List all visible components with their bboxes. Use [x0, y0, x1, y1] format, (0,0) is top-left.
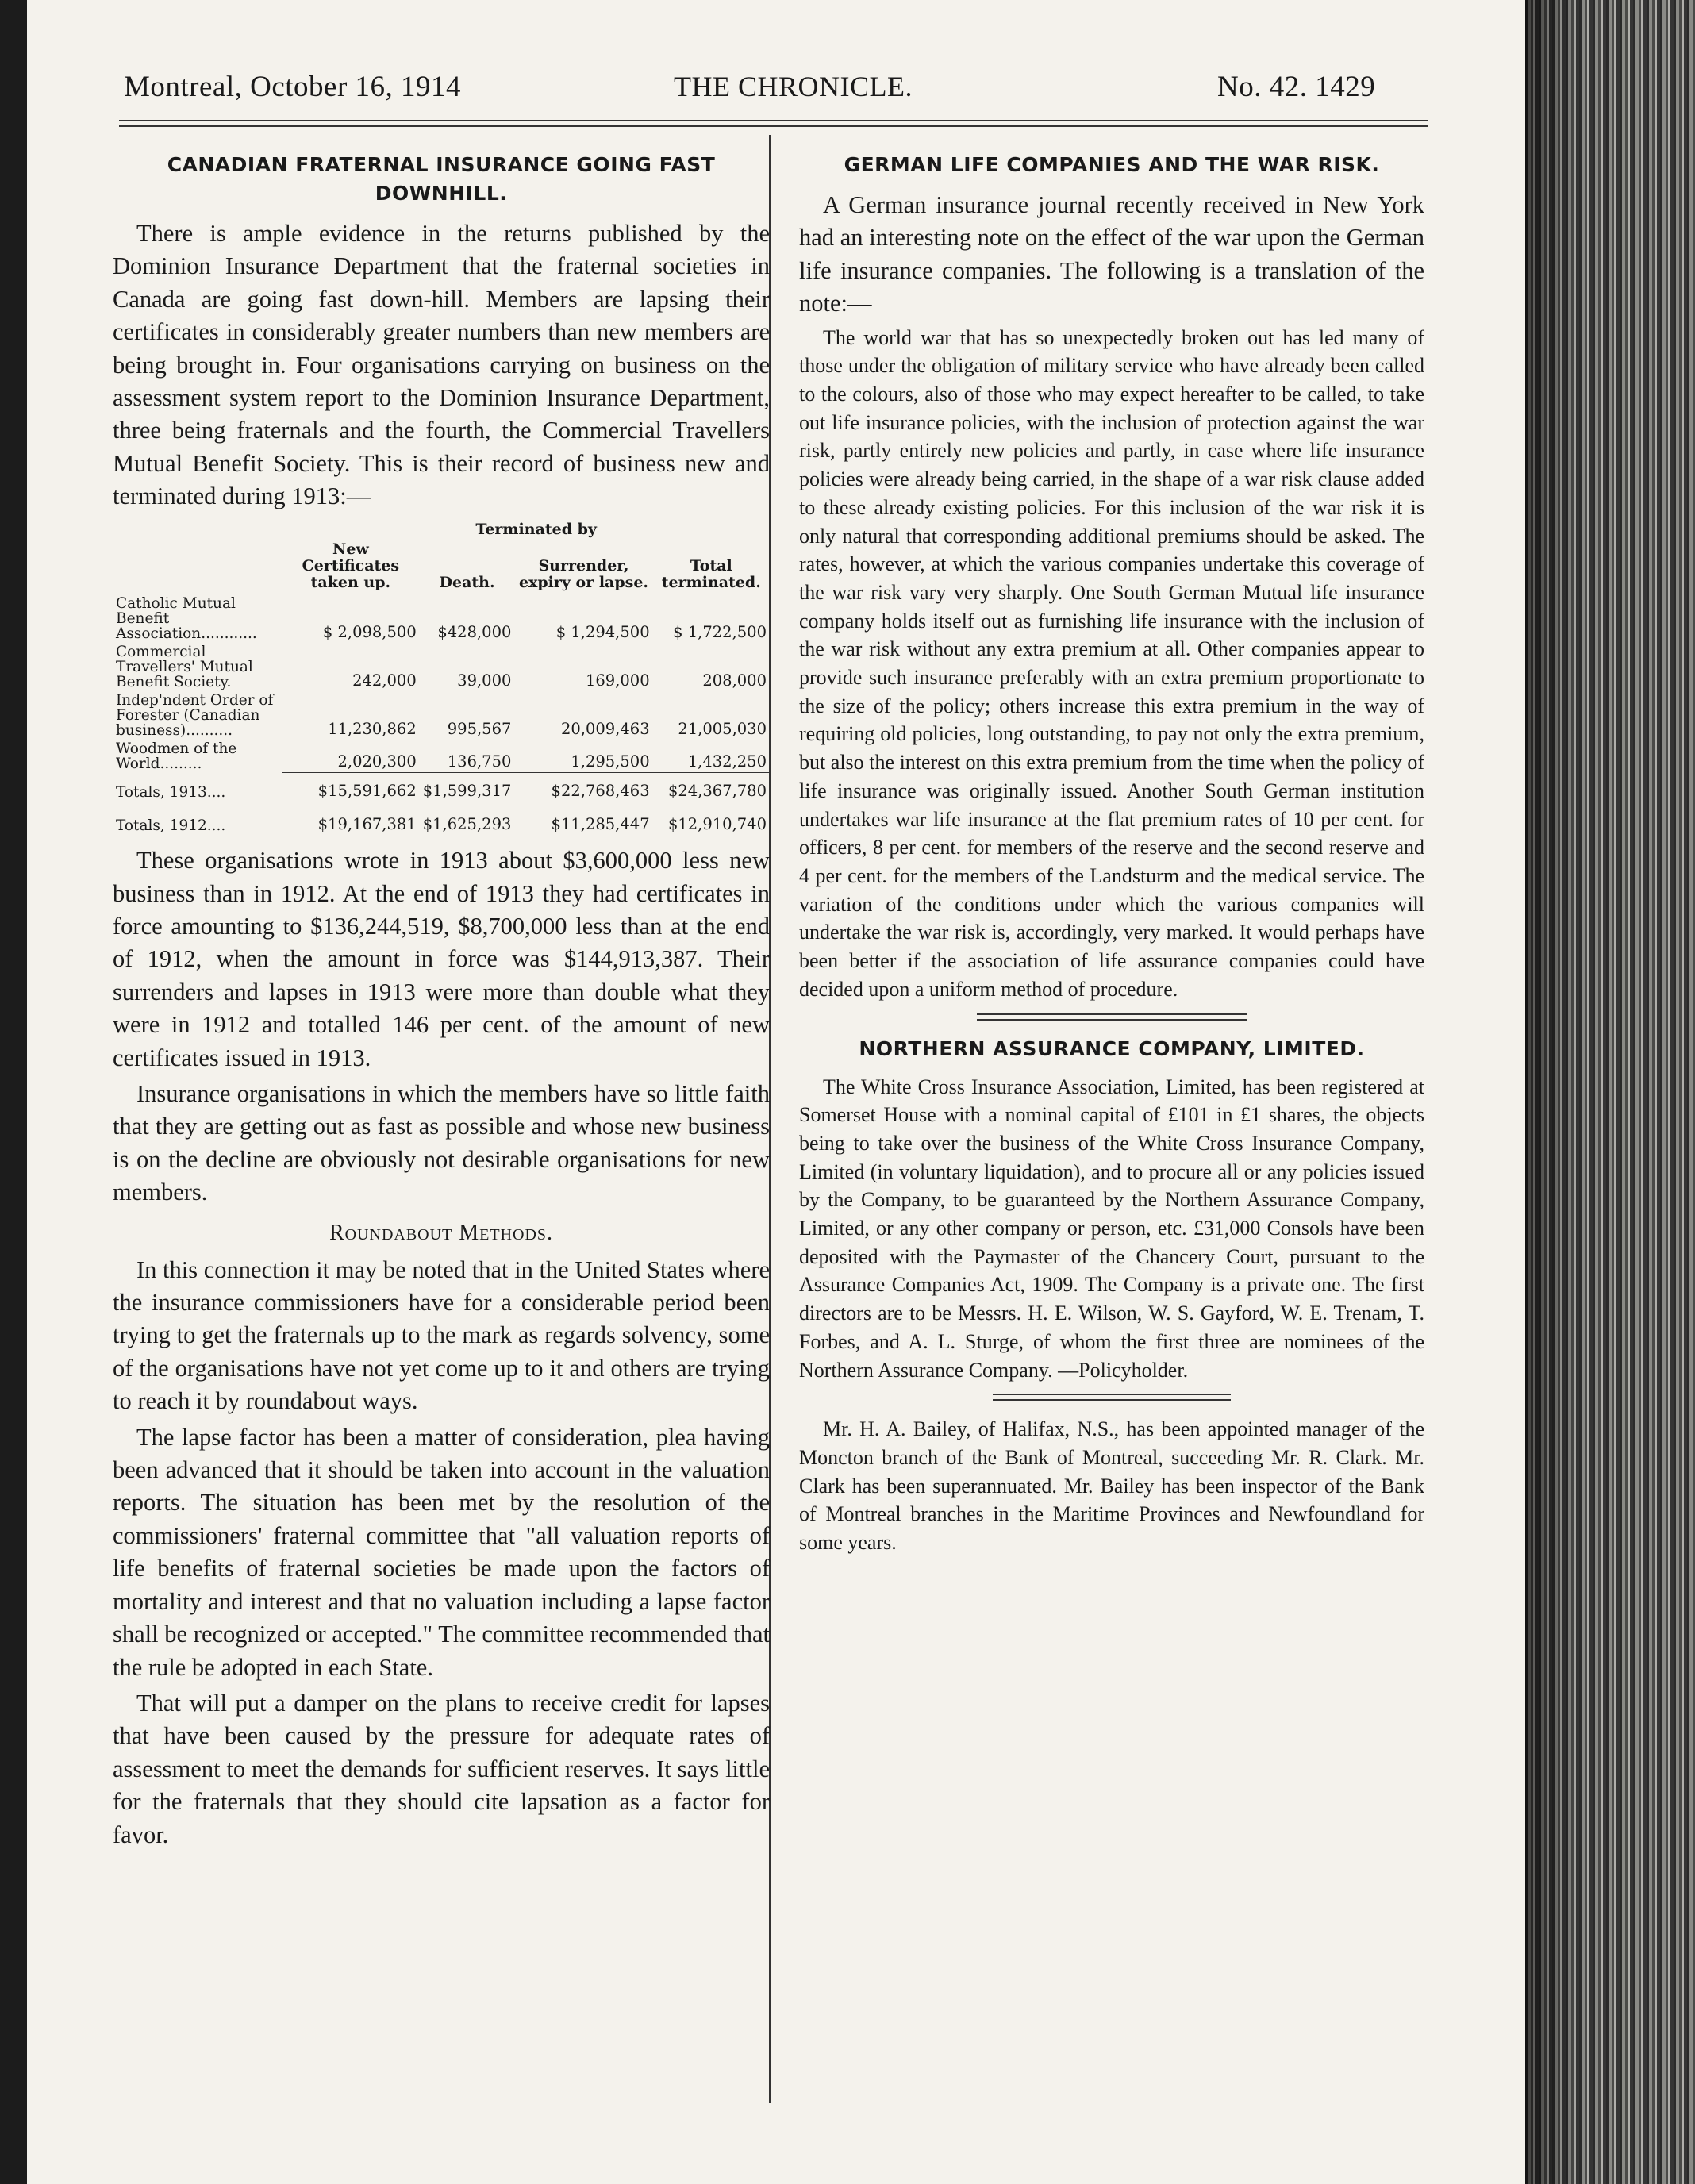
table-cell: 11,230,862 — [328, 719, 417, 738]
article-paragraph: In this connection it may be noted that in the United States where the insurance commissioners have for a considerable period been trying to get the fraternals up to the mark as regards solvency, some of the organisations have not yet come up to it and others are trying to reach it by roundabout ways. — [113, 1255, 770, 1415]
article-paragraph: Mr. H. A. Bailey, of Halifax, N.S., has been appointed manager of the Moncton branch of the Bank of Montreal, succeeding Mr. R. Clark. Mr. Clark has been superannuated. Mr. Bailey has been inspector of the Bank of Montreal branches in the Maritime Provinces and Newfoundland for some years. — [799, 1417, 1424, 1555]
article-paragraph: That will put a damper on the plans to receive credit for lapses that have been caused by the pressure for adequate rates of assessment to meet the demands for sufficient reserves. It says little for the fraternals that they should cite lapsation as a factor for favor. — [113, 1689, 770, 1848]
table-row-org: Commercial Travellers' Mutual Benefit Society. — [116, 643, 253, 690]
table-cell: $1,625,293 — [422, 815, 512, 834]
table-row — [113, 691, 770, 740]
header-rule-top — [119, 120, 1428, 121]
table-cell: 995,567 — [447, 719, 512, 738]
article-heading-fraternal: CANADIAN FRATERNAL INSURANCE GOING FAST DOWNHILL. — [167, 153, 716, 205]
table-cell: $24,367,780 — [667, 782, 767, 801]
table-row — [113, 740, 770, 773]
table-total-row — [113, 773, 770, 807]
table-group-header: Terminated by — [475, 520, 597, 538]
header-page-number: No. 42. 1429 — [1217, 71, 1376, 103]
section-divider — [993, 1394, 1231, 1401]
table-cell: 21,005,030 — [678, 719, 767, 738]
newspaper-page — [27, 0, 1525, 2184]
table-cell: $11,285,447 — [551, 815, 650, 834]
table-cell: $1,599,317 — [422, 782, 512, 801]
table-total-label: Totals, 1912.... — [116, 817, 226, 835]
table-column-header: Surrender, expiry or lapse. — [518, 556, 649, 591]
table-cell: $15,591,662 — [317, 782, 417, 801]
table-cell: 136,750 — [420, 740, 515, 773]
article-paragraph: Insurance organisations in which the members have so little faith that they are getting out as fast as possible and whose new business is on the decline are obviously not desirable organisations for new members. — [113, 1080, 770, 1206]
table-column-header: Death. — [439, 573, 495, 591]
article-paragraph: There is ample evidence in the returns published by the Dominion Insurance Department that the fraternal societies in Canada are going fast down-hill. Members are lapsing their certificates in considerably greater numbers than new members are being brought in. Four organisations carrying on business on the assessment system report to the Dominion Insurance Department, three being fraternals and the fourth, the Commercial Travellers Mutual Benefit Society. This is their record of business new and terminated during 1913:— — [113, 220, 770, 510]
table-cell: 208,000 — [702, 671, 767, 690]
article-paragraph: The lapse factor has been a matter of consideration, plea having been advanced that it should be taken into account in the valuation reports. The situation has been met by the resolution of the commissioners' fraternal committee that "all valuation reports of life benefits of fraternal societies be made upon the factors of mortality and interest and that no valuation including a lapse factor shall be recognized or accepted." The committee recommended that the rule be adopted in each State. — [113, 1423, 770, 1681]
left-column — [113, 151, 770, 1855]
article-paragraph: A German insurance journal recently received in New York had an interesting note on the effect of the war upon the German life insurance companies. The following is a translation of the note:— — [799, 191, 1424, 317]
book-page-edges — [1525, 0, 1695, 2184]
right-column — [769, 151, 1424, 1560]
article-paragraph: The world war that has so unexpectedly broken out has led many of those under the obligation of military service who have already been called to the colours, also of those who may expect hereafter to be called, to take out life insurance policies, with the inclusion of protection against the war risk, partly entirely new policies and partly, in case where life insurance policies were already being carried, in the shape of a war risk clause added to these already existing policies. For this inclusion of the war risk it is only natural that corresponding additional premiums should be asked. The rates, however, at which the various companies undertake this coverage of the war risk vary very sharply. One South German Mutual life insurance company holds itself out as furnishing life insurance with the inclusion of the war risk without any extra premium at all. Other companies appear to provide such insurance preferably with an extra premium proportionate to the size of the policy; others increase this extra premium in the way of requiring old policies, long outstanding, to pay not only the extra premium, but also the interest on this extra premium from the time when the policy of life insurance was originally issued. Another South German institution undertakes war life insurance at the flat premium rates of 10 per cent. for officers, 8 per cent. for members of the reserve and the second reserve and 4 per cent. for the members of the Landsturm and the medical service. The variation of the conditions under which the various companies will undertake the war risk is, accordingly, very marked. It would perhaps have been better if the association of life assurance companies could have decided upon a uniform method of procedure. — [799, 325, 1424, 1001]
table-cell: 1,295,500 — [514, 740, 652, 773]
table-total-row — [113, 806, 770, 840]
table-row-org: Indep'ndent Order of Forester (Canadian business).......... — [116, 691, 274, 739]
header-date: Montreal, October 16, 1914 — [124, 71, 462, 103]
table-column-header: New Certificates taken up. — [302, 540, 400, 591]
table-cell: 39,000 — [457, 671, 512, 690]
insurance-table — [113, 521, 770, 840]
table-column-header: Total terminated. — [661, 556, 761, 591]
table-cell: 169,000 — [585, 671, 650, 690]
table-cell: $ 2,098,500 — [322, 622, 417, 641]
article-paragraph: The White Cross Insurance Association, Limited, has been registered at Somerset House with a nominal capital of £101 in £1 shares, the objects being to take over the business of the White Cross Insurance Company, Limited (in voluntary liquidation), and to procure all or any policies issued by the Company, to be guaranteed by the Northern Assurance Company, Limited, or any other company or person, etc. £31,000 Consols have been deposited with the Paymaster of the Chancery Court, pursuant to the Assurance Companies Act, 1909. The Company is a private one. The first directors are to be Messrs. H. E. Wilson, W. S. Gayford, W. E. Trenam, T. Forbes, and A. L. Sturge, of whom the first three are nominees of the Northern Assurance Company. —Policyholder. — [799, 1075, 1424, 1382]
table-row — [113, 594, 770, 643]
article-heading-northern: NORTHERN ASSURANCE COMPANY, LIMITED. — [859, 1036, 1365, 1060]
table-total-label: Totals, 1913.... — [116, 784, 226, 802]
table-row-org: Catholic Mutual Benefit Association............ — [116, 594, 257, 642]
header-title: THE CHRONICLE. — [674, 71, 913, 102]
table-cell: 2,020,300 — [282, 740, 420, 773]
article-heading-german: GERMAN LIFE COMPANIES AND THE WAR RISK. — [844, 153, 1380, 176]
section-divider — [977, 1013, 1247, 1021]
table-cell: $22,768,463 — [551, 782, 650, 801]
table-cell: $428,000 — [437, 622, 512, 641]
table-row — [113, 643, 770, 691]
article-paragraph: These organisations wrote in 1913 about $3,600,000 less new business than in 1912. At the end of 1913 they had certificates in force amounting to $136,244,519, $8,700,000 less than at the end of 1912, when the amount in force was $144,913,387. Their surrenders and lapses in 1913 were more than double what they were in 1912 and totalled 146 per cent. of the amount of new certificates issued in 1913. — [113, 847, 770, 1071]
table-cell: 242,000 — [352, 671, 417, 690]
table-row-org: Woodmen of the World......... — [116, 740, 237, 772]
table-cell: $19,167,381 — [317, 815, 417, 834]
subheading: Roundabout Methods. — [329, 1220, 554, 1245]
table-cell: 20,009,463 — [560, 719, 650, 738]
table-cell: $ 1,722,500 — [673, 622, 767, 641]
table-cell: $12,910,740 — [667, 815, 767, 834]
table-cell: 1,432,250 — [653, 740, 770, 773]
header-rule-bottom — [119, 125, 1428, 127]
table-cell: $ 1,294,500 — [555, 622, 650, 641]
